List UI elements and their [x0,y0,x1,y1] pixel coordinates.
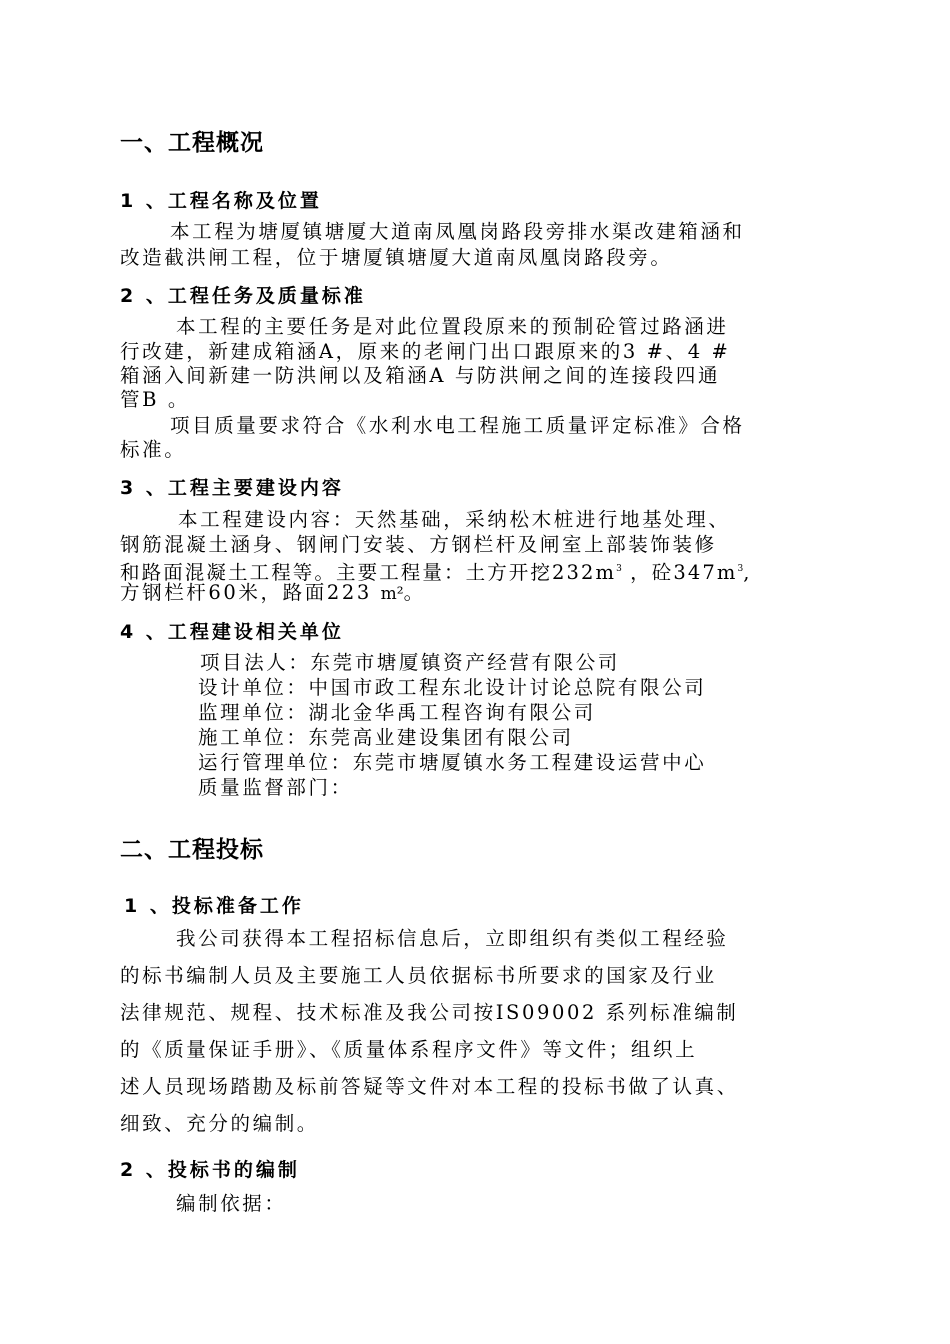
paragraph-line: 项目质量要求符合《水利水电工程施工质量评定标准》合格 [170,414,745,437]
paragraph-line: 我公司获得本工程招标信息后，立即组织有类似工程经验 [176,927,729,950]
paragraph-line: 标准。 [120,438,187,461]
unit-line: 质量监督部门： [198,776,353,799]
quantities-text: ，砼347m [621,561,738,584]
paragraph-line: 箱涵入间新建一防洪闸以及箱涵A 与防洪闸之间的连接段四通 [120,364,721,387]
paragraph-line: 改造截洪闸工程，位于塘厦镇塘厦大道南凤凰岗路段旁。 [120,246,673,269]
paragraph-line: 细致、充分的编制。 [120,1112,319,1135]
paragraph-line-quantities [120,581,426,606]
paragraph-line: 行改建，新建成箱涵A，原来的老闸门出口跟原来的3 #、4 # [120,340,731,363]
quantities-text: 。 [403,581,426,604]
subheading-project-name: 1 、工程名称及位置 [120,190,322,212]
quantities-text: 方钢栏杆60米，路面223 [120,581,381,604]
subheading-construction-content: 3 、工程主要建设内容 [120,477,344,499]
paragraph-line: 述人员现场踏勘及标前答疑等文件对本工程的投标书做了认真、 [120,1075,739,1098]
quantities-text: 和路面混凝土工程等。主要工程量：土方开挖232m [120,561,617,584]
quantities-text: , [743,561,752,584]
paragraph-line: 的《质量保证手册》、《质量体系程序文件》等文件；组织上 [120,1038,698,1061]
subheading-tasks-standards: 2 、工程任务及质量标准 [120,285,366,307]
subheading-bid-compilation: 2 、投标书的编制 [120,1159,300,1181]
paragraph-line: 管B 。 [120,388,190,411]
unit-line: 运行管理单位：东莞市塘厦镇水务工程建设运营中心 [198,751,707,774]
unit-square-meter: m² [380,584,404,604]
paragraph-line: 本工程为塘厦镇塘厦大道南凤凰岗路段旁排水渠改建箱涵和 [170,220,745,243]
unit-line: 监理单位：湖北金华禹工程咨询有限公司 [198,701,596,724]
superscript-3: 3 [616,564,622,574]
unit-line: 设计单位：中国市政工程东北设计讨论总院有限公司 [198,676,707,699]
unit-line: 施工单位：东莞高业建设集团有限公司 [198,726,574,749]
unit-line: 项目法人：东莞市塘厦镇资产经营有限公司 [200,651,620,674]
subheading-bid-preparation: 1 、投标准备工作 [124,895,304,917]
paragraph-line: 钢筋混凝土涵身、钢闸门安装、方钢栏杆及闸室上部装饰装修 [120,533,717,556]
section-heading-bidding: 二、工程投标 [120,837,264,863]
section-heading-overview: 一、工程概况 [120,130,264,156]
paragraph-line: 的标书编制人员及主要施工人员依据标书所要求的国家及行业 [120,964,717,987]
paragraph-line: 本工程建设内容：天然基础，采纳松木桩进行地基处理、 [178,508,731,531]
subheading-related-units: 4 、工程建设相关单位 [120,621,344,643]
superscript-3: 3 [737,564,744,574]
paragraph-line: 法律规范、规程、技术标准及我公司按IS09002 系列标准编制 [120,1001,739,1024]
paragraph-line: 本工程的主要任务是对此位置段原来的预制砼管过路涵进 [176,315,729,338]
paragraph-line: 编制依据： [176,1192,287,1215]
